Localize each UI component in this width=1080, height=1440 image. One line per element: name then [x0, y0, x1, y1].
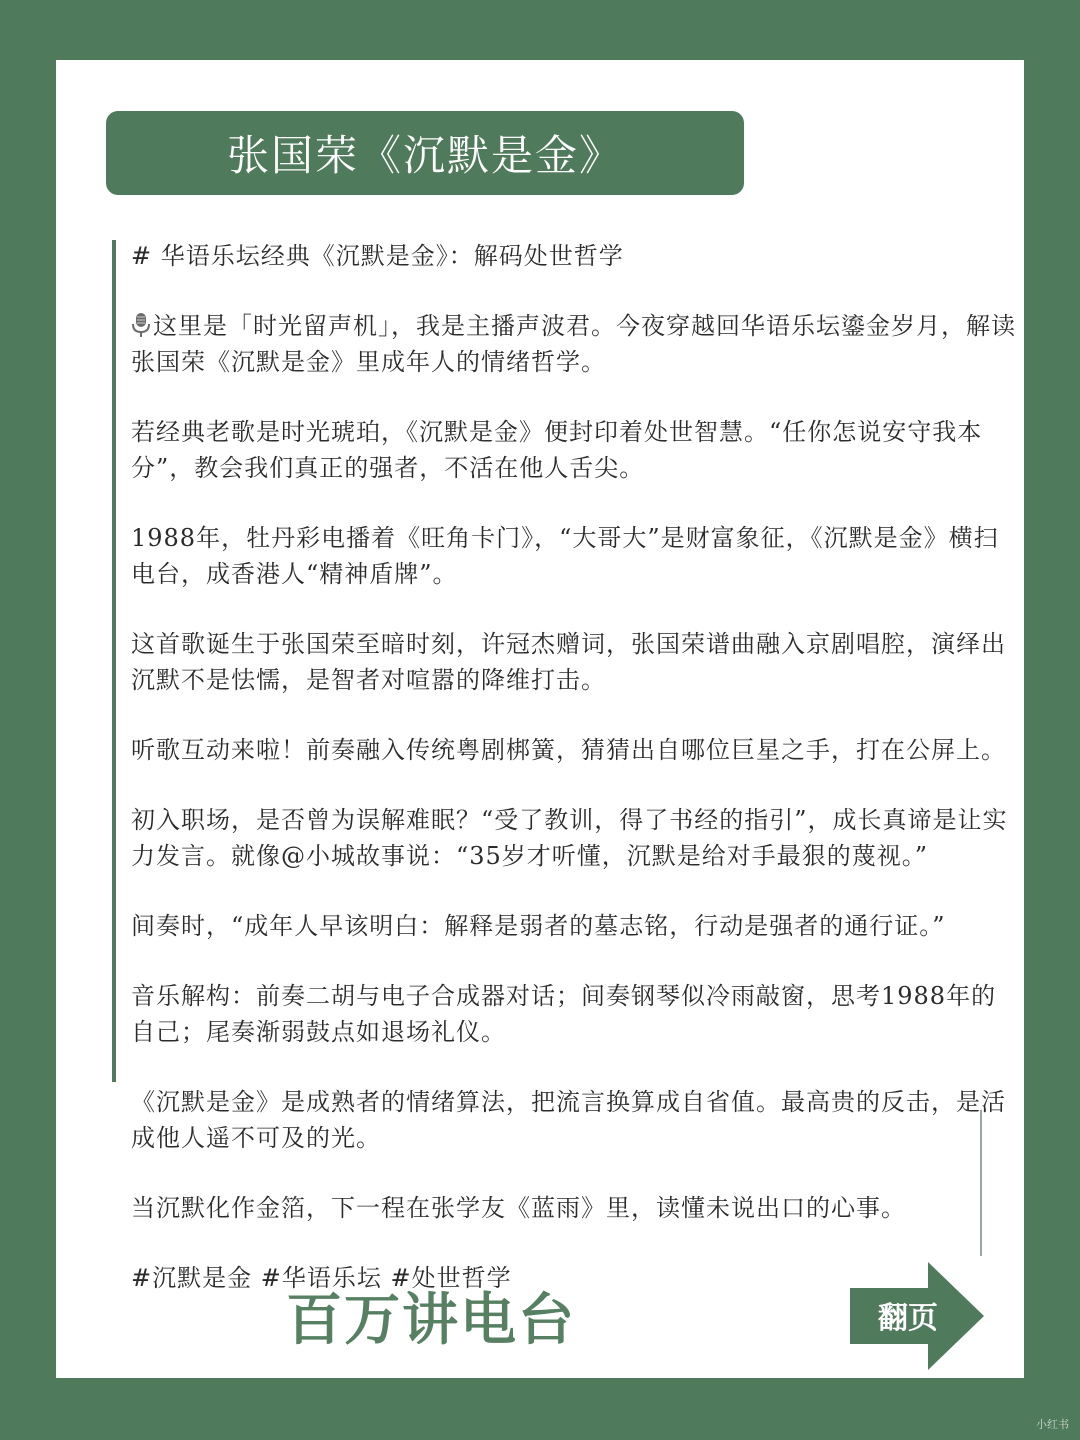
paragraph: 间奏时，“成年人早该明白：解释是弱者的墓志铭，行动是强者的通行证。” — [131, 912, 946, 940]
radio-watermark: 百万讲电台 — [286, 1288, 576, 1353]
title-banner — [106, 111, 744, 195]
article-heading: # 华语乐坛经典《沉默是金》：解码处世哲学 — [131, 242, 624, 270]
article-body — [131, 238, 1021, 1330]
platform-watermark: 小红书 — [1036, 1418, 1069, 1431]
hashtags: #沉默是金 #华语乐坛 #处世哲学 — [131, 1264, 512, 1292]
paragraph: 听歌互动来啦！前奏融入传统粤剧梆簧，猜猜出自哪位巨星之手，打在公屏上。 — [131, 736, 1006, 764]
paragraph: 这首歌诞生于张国荣至暗时刻，许冠杰赠词，张国荣谱曲融入京剧唱腔，演绎出沉默不是怯懦，是智者对喧嚣的降维打击。 — [131, 630, 1006, 694]
paragraph-text: 这里是「时光留声机」，我是主播声波君。今夜穿越回华语乐坛鎏金岁月，解读张国荣《沉默是金》里成年人的情绪哲学。 — [131, 312, 1016, 376]
next-page-button[interactable]: 翻页 — [878, 1301, 938, 1336]
paragraph: 若经典老歌是时光琥珀，《沉默是金》便封印着处世智慧。“任你怎说安守我本分”，教会我们真正的强者，不活在他人舌尖。 — [131, 418, 983, 482]
paragraph: 初入职场，是否曾为误解难眠？“受了教训，得了书经的指引”，成长真谛是让实力发言。就像@小城故事说：“35岁才听懂，沉默是给对手最狠的蔑视。” — [131, 806, 1008, 870]
microphone-icon — [131, 312, 151, 338]
paragraph — [131, 308, 1021, 380]
paragraph: 1988年，牡丹彩电播着《旺角卡门》，“大哥大”是财富象征，《沉默是金》横扫电台，成香港人“精神盾牌”。 — [131, 524, 999, 588]
page-title: 张国荣《沉默是金》 — [226, 131, 623, 180]
paragraph: 音乐解构：前奏二胡与电子合成器对话；间奏钢琴似冷雨敲窗，思考1988年的自己；尾奏渐弱鼓点如退场礼仪。 — [131, 982, 997, 1046]
paragraph: 《沉默是金》是成熟者的情绪算法，把流言换算成自省值。最高贵的反击，是活成他人遥不可及的光。 — [131, 1088, 1006, 1152]
left-accent-rule — [112, 240, 116, 1082]
paragraph: 当沉默化作金箔，下一程在张学友《蓝雨》里，读懂未说出口的心事。 — [131, 1194, 906, 1222]
